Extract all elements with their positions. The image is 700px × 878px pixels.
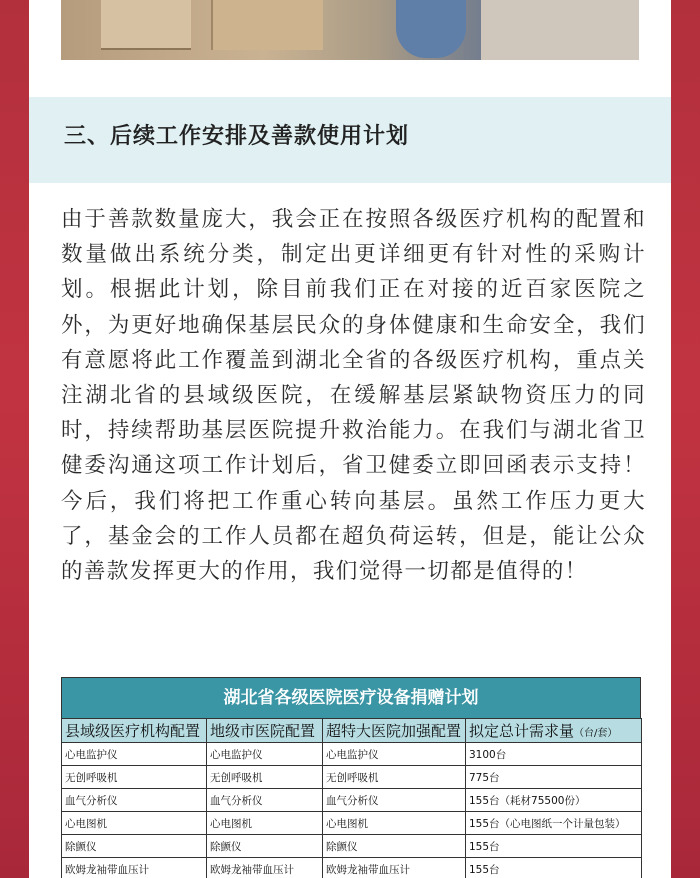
worker-in-protective-suit (396, 0, 466, 58)
donation-plan-table (61, 677, 641, 878)
table-cell: 欧姆龙袖带血压计 (323, 858, 466, 878)
supplies-photo (61, 0, 639, 60)
table-row (62, 789, 642, 812)
table-cell: 除颤仪 (62, 835, 207, 858)
table-cell: 除颤仪 (323, 835, 466, 858)
cardboard-box (211, 0, 323, 50)
table-title: 湖北省各级医院医疗设备捐赠计划 (61, 677, 641, 718)
section-header (29, 97, 671, 183)
table-cell: 3100台 (466, 743, 642, 766)
table-row (62, 812, 642, 835)
column-header-unit: （台/套） (574, 728, 618, 739)
table-cell: 775台 (466, 766, 642, 789)
table-row (62, 766, 642, 789)
table-row (62, 835, 642, 858)
table-cell: 血气分析仪 (323, 789, 466, 812)
table-row (62, 743, 642, 766)
body-paragraph: 由于善款数量庞大，我会正在按照各级医疗机构的配置和数量做出系统分类，制定出更详细更有针对性的采购计划。根据此计划，除目前我们正在对接的近百家医院之外，为更好地确保基层民众的身体健康和生命安全，我们有意愿将此工作覆盖到湖北全省的各级医疗机构，重点关注湖北省的县域级医院，在缓解基层紧缺物资压力的同时，持续帮助基层医院提升救治能力。在我们与湖北省卫健委沟通这项工作计划后，省卫健委立即回函表示支持！今后，我们将把工作重心转向基层。虽然工作压力更大了，基金会的工作人员都在超负荷运转，但是，能让公众的善款发挥更大的作用，我们觉得一切都是值得的！ (61, 207, 646, 585)
table-cell: 心电监护仪 (207, 743, 323, 766)
table-cell: 欧姆龙袖带血压计 (62, 858, 207, 878)
article-card (29, 0, 671, 878)
table-cell: 无创呼吸机 (323, 766, 466, 789)
column-header-city: 地级市医院配置 (207, 719, 323, 743)
table-cell: 心电监护仪 (323, 743, 466, 766)
cardboard-box (101, 0, 191, 50)
table-header-row (62, 719, 642, 743)
table-cell: 血气分析仪 (62, 789, 207, 812)
section-title: 三、后续工作安排及善款使用计划 (64, 124, 410, 149)
table-cell: 155台 (466, 835, 642, 858)
table-cell: 155台（耗材75500份） (466, 789, 642, 812)
column-header-large-hospital: 超特大医院加强配置 (323, 719, 466, 743)
table-cell: 心电图机 (323, 812, 466, 835)
equipment-table (61, 718, 642, 878)
warehouse-floor (481, 0, 639, 60)
table-cell: 155台 (466, 858, 642, 878)
table-cell: 心电图机 (207, 812, 323, 835)
table-cell: 欧姆龙袖带血压计 (207, 858, 323, 878)
column-header-total (466, 719, 642, 743)
table-cell: 无创呼吸机 (62, 766, 207, 789)
table-cell: 心电监护仪 (62, 743, 207, 766)
column-header-total-label: 拟定总计需求量 (469, 722, 575, 740)
table-cell: 心电图机 (62, 812, 207, 835)
table-cell: 血气分析仪 (207, 789, 323, 812)
table-cell: 155台（心电图纸一个计量包装） (466, 812, 642, 835)
table-cell: 除颤仪 (207, 835, 323, 858)
table-row (62, 858, 642, 878)
column-header-county: 县域级医疗机构配置 (62, 719, 207, 743)
table-cell: 无创呼吸机 (207, 766, 323, 789)
